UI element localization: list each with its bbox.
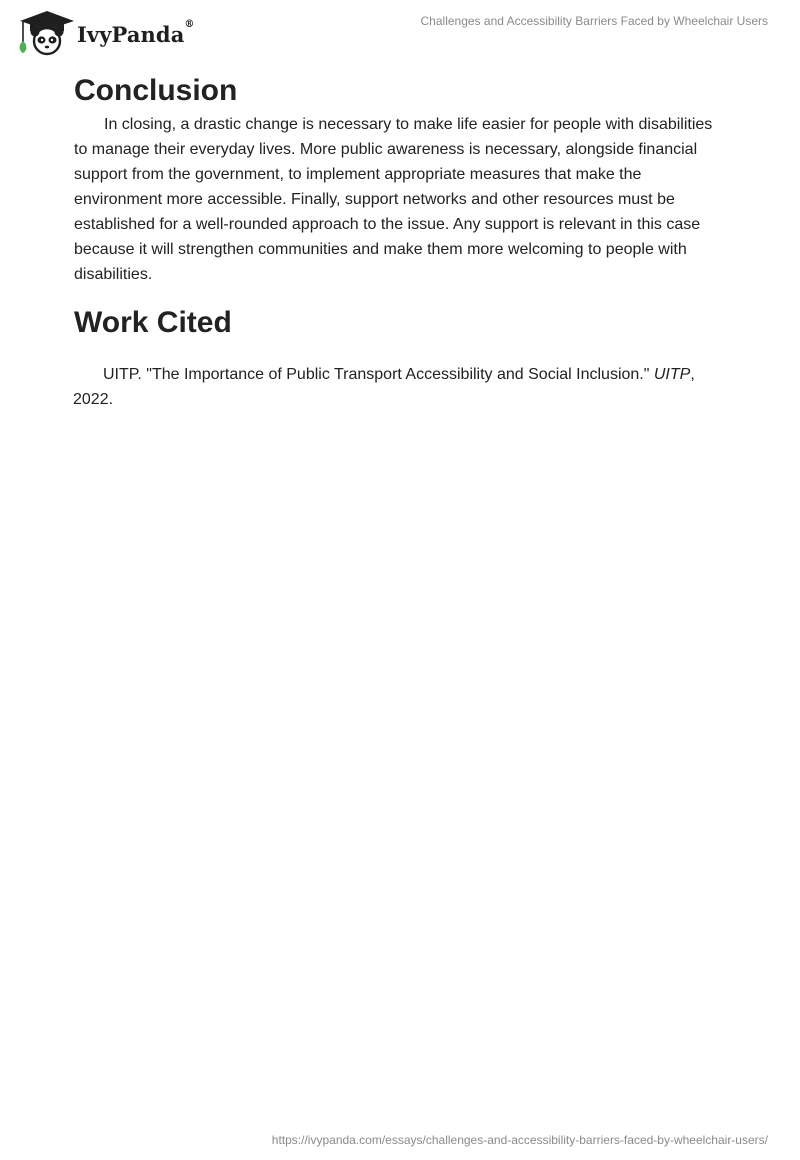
works-cited-heading: Work Cited <box>74 306 232 339</box>
conclusion-paragraph: In closing, a drastic change is necessary to make life easier for people with disabilities to manage their everyday lives. More public awareness is necessary, alongside financial support from the government, to implement appropriate measures that make the environment more accessible. Finally, support networks and other resources must be established for a well-rounded approach to the issue. Any support is relevant in this case because it will strengthen communities and make them more welcoming to people with disabilities. <box>74 116 713 283</box>
footer-url[interactable]: https://ivypanda.com/essays/challenges-and-accessibility-barriers-faced-by-wheelchair-users/ <box>271 1133 768 1147</box>
citation-source: UITP <box>653 366 691 383</box>
conclusion-heading: Conclusion <box>74 74 238 107</box>
citation-tail: , 2022. <box>73 366 695 408</box>
citation-entry <box>73 362 724 412</box>
citation-text: UITP. "The Importance of Public Transport Accessibility and Social Inclusion." <box>103 366 654 383</box>
registered-mark: ® <box>184 18 195 30</box>
brand-logo[interactable] <box>14 8 195 56</box>
panda-graduation-cap-icon <box>14 8 76 56</box>
brand-name: IvyPanda® <box>77 18 195 47</box>
essay-content <box>74 70 724 412</box>
running-title: Challenges and Accessibility Barriers Faced by Wheelchair Users <box>420 14 768 28</box>
